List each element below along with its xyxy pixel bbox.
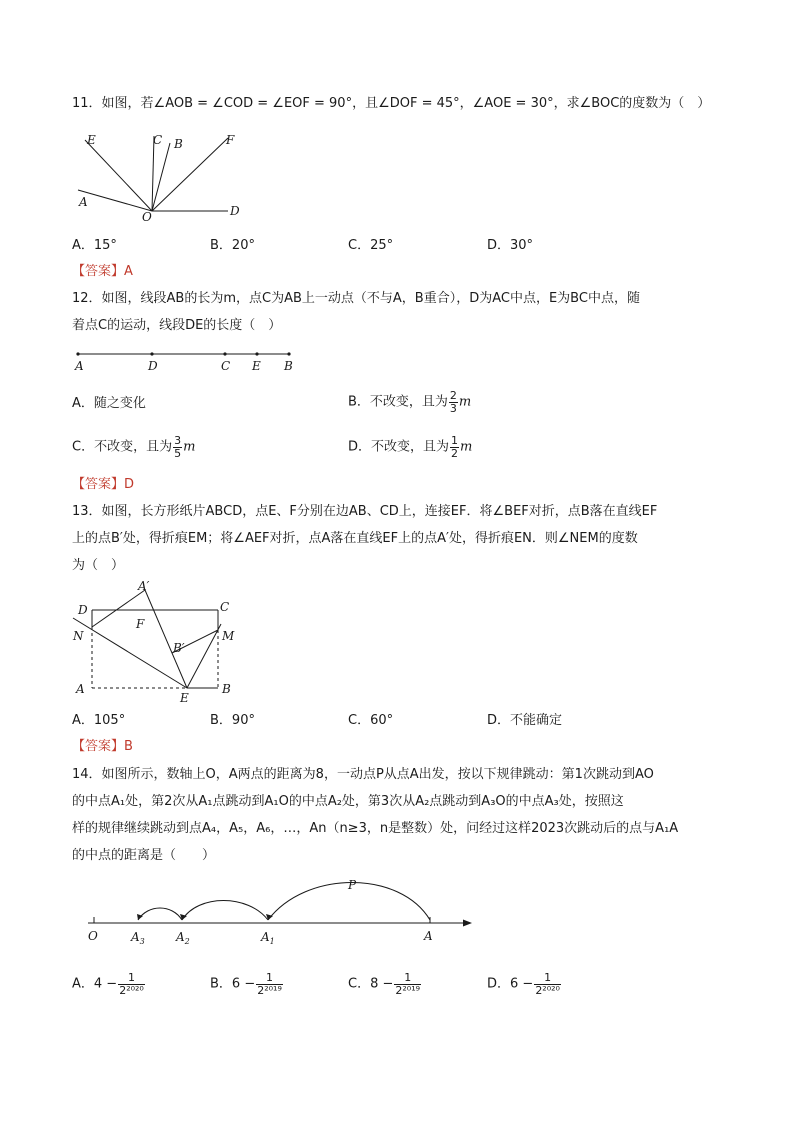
- label-c: C: [220, 600, 230, 614]
- q12-stem-line1: 12．如图，线段AB的长为m，点C为AB上一动点（不与A，B重合），D为AC中点，E为BC中点，随: [72, 291, 640, 306]
- line-ef-extended: [145, 590, 187, 688]
- label-f: F: [136, 617, 145, 631]
- q13-option-b[interactable]: B．90°: [210, 713, 255, 728]
- fraction-one-over-two-pow-2020: $\frac{1}{\text{2²⁰²⁰}}$: [535, 971, 560, 997]
- point-b: [287, 352, 290, 355]
- q14-option-b-letter: B．: [210, 976, 232, 992]
- q11-option-b[interactable]: B．20°: [210, 238, 255, 253]
- fraction-two-thirds: $\frac{2}{3}$: [449, 389, 457, 415]
- q11-option-c[interactable]: C．25°: [348, 238, 394, 253]
- q12-option-b[interactable]: [348, 390, 471, 414]
- q11-angle-figure: [70, 128, 250, 224]
- q11-option-a[interactable]: A．15°: [72, 238, 117, 253]
- q14-stem-line1: 14．如图所示，数轴上O，A两点的距离为8，一动点P从点A出发，按以下规律跳动：第1次跳动到AO: [72, 767, 654, 782]
- q14-stem-line3: 样的规律继续跳动到点A₄，A₅，A₆，…，An（n≥3，n是整数）处，问经过这样2023次跳动后的点与A₁A: [72, 821, 679, 836]
- label-a: A: [424, 929, 433, 943]
- variable-m: m: [460, 439, 473, 455]
- label-b: B: [222, 682, 231, 696]
- q12-option-d-text: D．不改变，且为: [348, 439, 450, 455]
- q13-answer: 【答案】B: [72, 739, 133, 754]
- fraction-one-over-two-pow-2019: $\frac{1}{\text{2²⁰¹⁹}}$: [395, 971, 421, 997]
- jump-arc-2: [182, 901, 268, 921]
- q14-option-b[interactable]: [210, 972, 284, 996]
- q12-option-d[interactable]: [348, 435, 472, 459]
- fraction-one-half: $\frac{1}{2}$: [451, 434, 459, 460]
- label-e: E: [252, 359, 261, 373]
- q14-option-a-lead: 4 −: [93, 976, 118, 992]
- q13-stem-line3: 为（ ）: [72, 558, 125, 573]
- fraction-one-over-two-pow-2020: $\frac{1}{\text{2²⁰²⁰}}$: [119, 971, 144, 997]
- q12-option-c-text: C．不改变，且为: [72, 439, 173, 455]
- label-b-prime: B′: [173, 641, 185, 655]
- label-a: A: [79, 195, 88, 209]
- q13-stem-line1: 13．如图，长方形纸片ABCD，点E、F分别在边AB、CD上，连接EF．将∠BEF对折，点B落在直线EF: [72, 504, 658, 519]
- point-a: [76, 352, 79, 355]
- q14-stem-line4: 的中点的距离是（ ）: [72, 848, 216, 863]
- q13-option-c[interactable]: C．60°: [348, 713, 394, 728]
- q12-stem-line2: 着点C的运动，线段DE的长度（ ）: [72, 318, 282, 333]
- label-m: M: [222, 629, 235, 643]
- label-d: D: [148, 359, 158, 373]
- q11-answer: 【答案】A: [72, 264, 133, 279]
- ray-oe: [85, 140, 152, 211]
- label-b: B: [174, 137, 183, 151]
- fold-em: [187, 624, 221, 688]
- label-a: A: [76, 682, 85, 696]
- ray-of: [152, 138, 228, 211]
- q12-option-c[interactable]: [72, 435, 195, 459]
- label-e: E: [87, 133, 96, 147]
- variable-m: m: [458, 394, 472, 410]
- q14-option-b-lead: 6 −: [231, 976, 256, 992]
- q12-option-b-text: B．不改变，且为: [348, 394, 448, 410]
- q14-option-d-lead: 6 −: [510, 976, 534, 992]
- fold-en: [73, 618, 187, 688]
- jump-arc-3: [138, 908, 182, 920]
- q14-option-c-lead: 8 −: [370, 976, 394, 992]
- label-o: O: [88, 929, 98, 943]
- variable-m: m: [183, 439, 196, 455]
- fraction-one-over-two-pow-2019: $\frac{1}{\text{2²⁰¹⁹}}$: [257, 971, 282, 997]
- label-a2: $A_2$: [176, 930, 190, 946]
- q14-option-a-letter: A．: [72, 976, 94, 992]
- label-d: D: [78, 603, 88, 617]
- q14-option-d-letter: D．: [487, 976, 511, 992]
- ray-oa: [78, 190, 152, 211]
- fraction-three-fifths: $\frac{3}{5}$: [174, 434, 182, 460]
- label-c: C: [153, 133, 163, 147]
- point-e: [255, 352, 258, 355]
- ray-oc: [152, 136, 154, 211]
- axis-arrow-icon: [463, 920, 472, 927]
- label-c: C: [221, 359, 231, 373]
- label-e: E: [180, 691, 189, 705]
- label-d: D: [230, 204, 240, 218]
- label-a3: $A_3$: [131, 930, 145, 946]
- q12-answer: 【答案】D: [72, 477, 135, 492]
- q14-option-c-letter: C．: [348, 976, 371, 992]
- q13-option-a[interactable]: A．105°: [72, 713, 126, 728]
- q13-option-d[interactable]: D．不能确定: [487, 713, 563, 728]
- q11-stem: 11．如图，若∠AOB = ∠COD = ∠EOF = 90°，且∠DOF = 45°，∠AOE = 30°，求∠BOC的度数为（ ）: [72, 96, 711, 111]
- point-c: [223, 352, 226, 355]
- point-d: [150, 352, 153, 355]
- q13-rectangle-figure: [68, 578, 248, 706]
- q14-option-d[interactable]: [487, 972, 562, 996]
- q14-option-c[interactable]: [348, 972, 422, 996]
- label-p: P: [348, 878, 357, 892]
- q13-stem-line2: 上的点B′处，得折痕EM；将∠AEF对折，点A落在直线EF上的点A′处，得折痕EN．则∠NEM的度数: [72, 531, 638, 546]
- q14-option-a[interactable]: [72, 972, 146, 996]
- q14-number-line-figure: [80, 874, 480, 948]
- ray-ob: [152, 143, 170, 211]
- label-o: O: [142, 210, 152, 224]
- label-a-prime: A′: [138, 579, 150, 593]
- q12-segment-figure: [70, 340, 300, 374]
- q12-option-a[interactable]: A．随之变化: [72, 396, 146, 411]
- label-a1: $A_1$: [261, 930, 275, 946]
- q14-stem-line2: 的中点A₁处，第2次从A₁点跳动到A₁O的中点A₂处，第3次从A₂点跳动到A₃O的中点A₃处，按照这: [72, 794, 624, 809]
- label-b: B: [284, 359, 293, 373]
- label-a: A: [75, 359, 84, 373]
- label-f: F: [226, 133, 235, 147]
- q11-option-d[interactable]: D．30°: [487, 238, 534, 253]
- label-n: N: [73, 629, 84, 643]
